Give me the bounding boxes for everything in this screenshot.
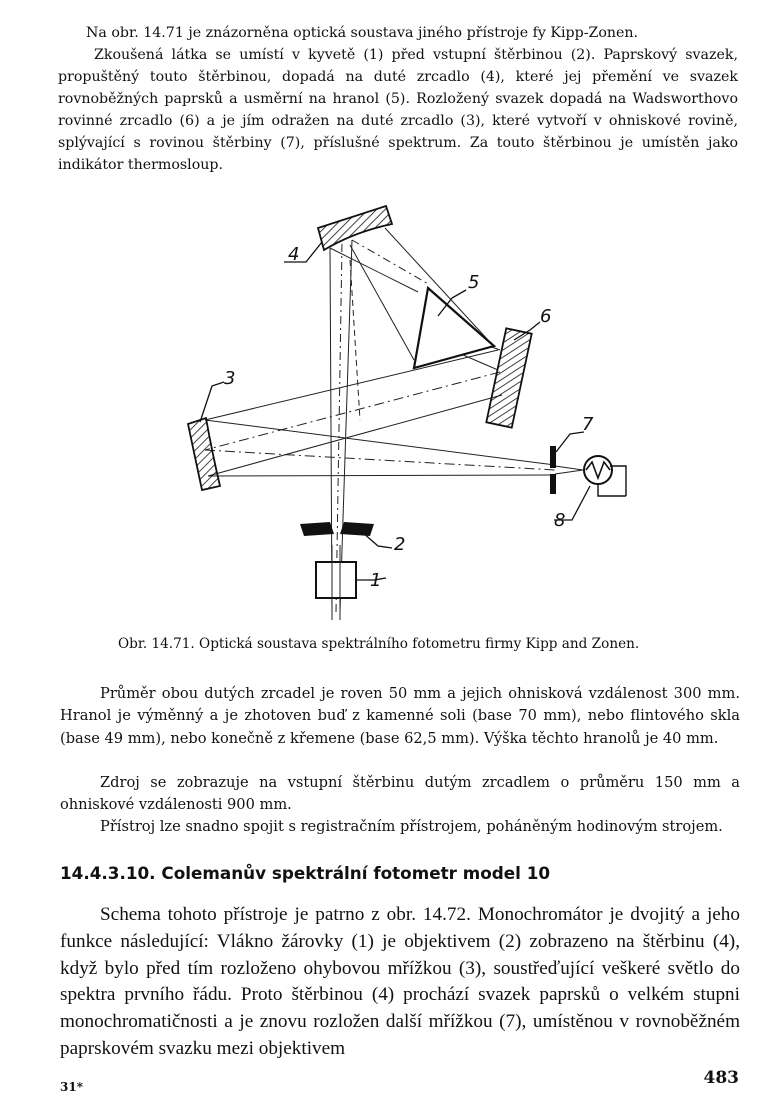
label-4: 4: [288, 244, 300, 265]
concave-mirror-4: [318, 206, 392, 250]
label-8: 8: [554, 510, 566, 531]
label-3: 3: [224, 368, 236, 389]
concave-mirror-3: [188, 418, 220, 490]
figure-caption: Obr. 14.71. Optická soustava spektrálního fotometru firmy Kipp and Zonen.: [118, 636, 640, 652]
page-number: 483: [703, 1068, 739, 1088]
section-heading: 14.4.3.10. Colemanův spektrální fotometr model 10: [60, 863, 551, 883]
intro-paragraph: Zkoušená látka se umístí v kyvetě (1) před vstupní štěrbinou (2). Paprskový svazek, propuštěný touto štěrbinou, dopadá na duté zrcadlo (4), které jej přemění ve svazek rovnoběžných paprsků a usměrní na hranol (5). Rozložený svazek dopadá na Wadsworthovo rovinné zrcadlo (6) a je jím odražen na duté zrcadlo (3), které vytvoří v ohniskové rovině, splývající s rovinou štěrbiny (7), příslušné spektrum. Za touto štěrbinou je umístěn jako indikátor thermosloup.: [58, 47, 738, 173]
section-body: Schema tohoto přístroje je patrno z obr. 14.72. Monochromátor je dvojitý a jeho funkce následující: Vlákno žárovky (1) je objektivem (2) zobrazeno na štěrbinu (4), když bylo před tím rozloženo ohybovou mřížkou (3), soustřeďující veškeré světlo do spektra prvního řádu. Proto štěrbinou (4) prochází svazek paprsků o velkém stupni monochromatičnosti a je znovu rozložen další mřížkou (7), umístěnou v rovnoběžném paprskovém svazku mezi objektivem: [60, 904, 740, 1059]
diagram-labels: [224, 244, 594, 591]
thermopile-8: [584, 456, 626, 496]
cuvette-1: [316, 562, 356, 598]
plane-mirror-6: [486, 328, 531, 427]
mirror-specs-paragraph: Průměr obou dutých zrcadel je roven 50 mm a jejich ohnisková vzdálenost 300 mm. Hranol je výměnný a je zhotoven buď z kamenné soli (base 70 mm), nebo flintového skla (base 49 mm), nebo konečně z křemene (base 62,5 mm). Výška těchto hranolů je 40 mm.: [60, 685, 740, 747]
label-5: 5: [468, 272, 480, 293]
recorder-paragraph: Přístroj lze snadno spojit s registračním přístrojem, poháněným hodinovým strojem.: [100, 818, 723, 835]
label-leaders: [200, 242, 590, 580]
signature-mark: 31*: [60, 1080, 83, 1094]
prism-5: [414, 288, 494, 368]
label-2: 2: [394, 534, 406, 555]
intro-line-1: Na obr. 14.71 je znázorněna optická soustava jiného přístroje fy Kipp-Zonen.: [86, 25, 639, 41]
source-imaging-paragraph: Zdroj se zobrazuje na vstupní štěrbinu dutým zrcadlem o průměru 150 mm a ohniskové vzdálenosti 900 mm.: [60, 774, 740, 814]
label-1: 1: [370, 570, 382, 591]
label-6: 6: [540, 306, 552, 327]
label-7: 7: [582, 414, 594, 435]
